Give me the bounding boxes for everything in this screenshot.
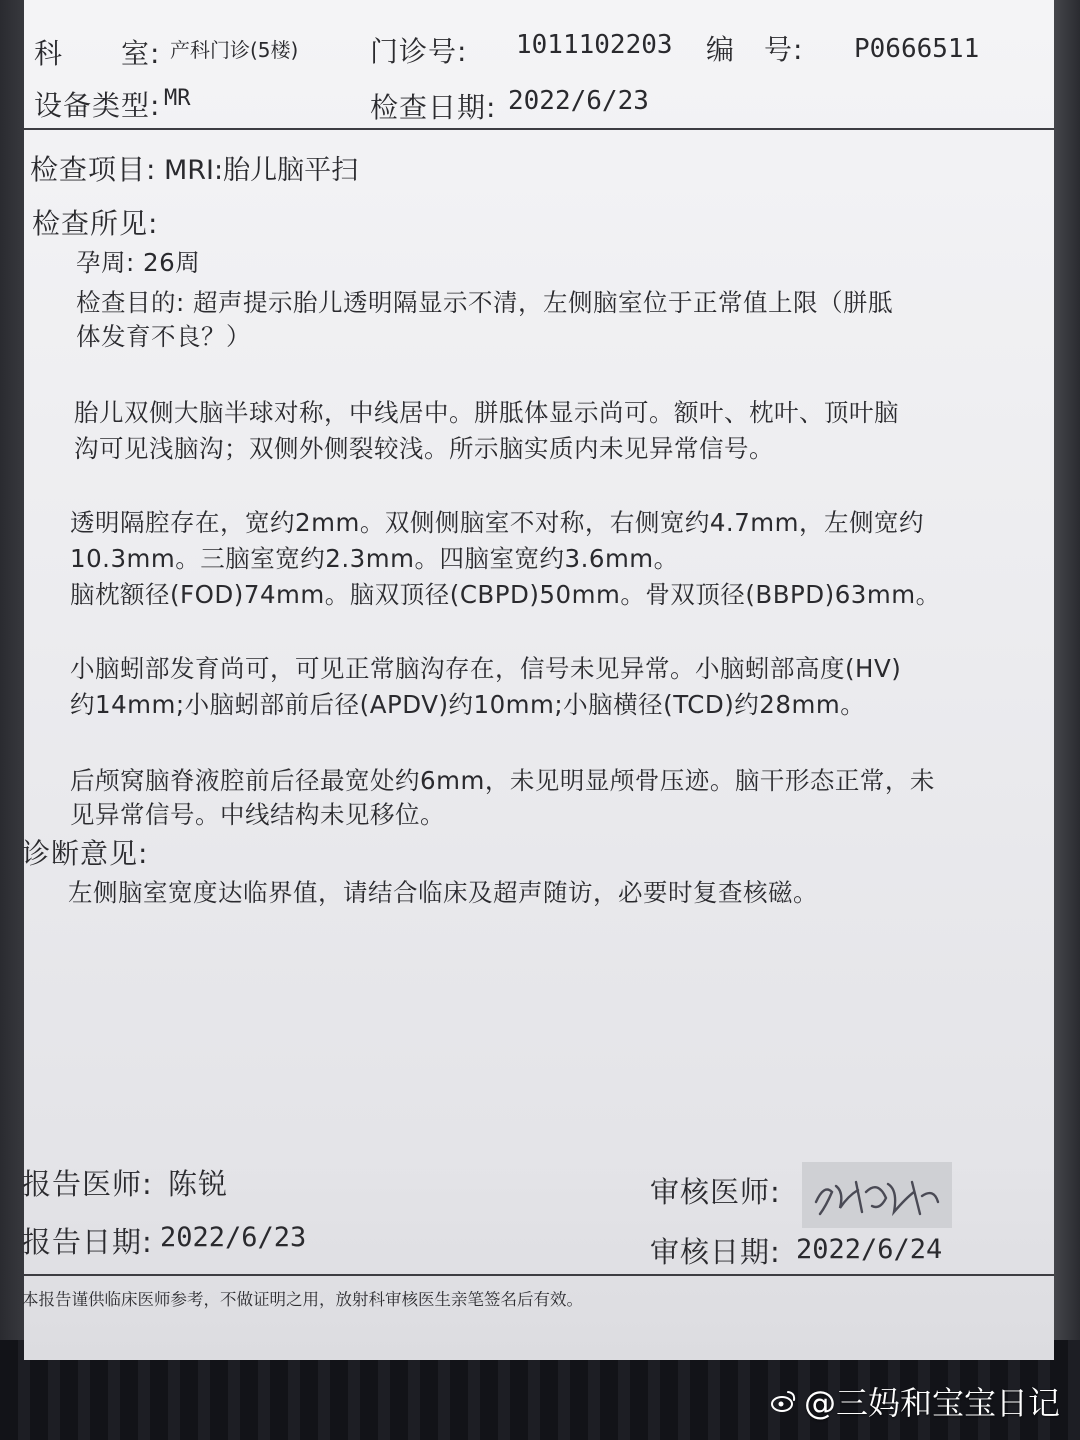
finding-line: 后颅窝脑脊液腔前后径最宽处约6mm，未见明显颅骨压迹。脑干形态正常，未 (70, 766, 935, 795)
review-signature (802, 1162, 952, 1228)
watermark (770, 1378, 1060, 1424)
serial-label: 编 号: (706, 33, 804, 66)
footer-divider (24, 1274, 1054, 1276)
exam-date-label: 检查日期: (370, 91, 497, 124)
report-date-label: 报告日期: (22, 1225, 153, 1259)
finding-line: 脑枕额径(FOD)74mm。脑双顶径(CBPD)50mm。骨双顶径(BBPD)63mm。 (70, 580, 941, 609)
review-date-label: 审核日期: (650, 1235, 781, 1269)
exam-item-label: 检查项目: (30, 153, 157, 186)
findings-heading: 检查所见: (32, 207, 159, 240)
finding-line: 小脑蚓部发育尚可，可见正常脑沟存在，信号未见异常。小脑蚓部高度(HV) (70, 654, 902, 683)
review-date-value: 2022/6/24 (796, 1234, 943, 1265)
review-doctor-label: 审核医师: (650, 1175, 781, 1209)
exam-item-value: MRI:胎儿脑平扫 (164, 155, 359, 186)
finding-line: 见异常信号。中线结构未见移位。 (70, 800, 445, 829)
diagnosis-heading: 诊断意见: (22, 837, 149, 870)
serial-value: P0666511 (854, 34, 980, 64)
dept-value: 产科门诊(5楼) (170, 38, 299, 62)
report-doctor-label: 报告医师: (22, 1167, 153, 1201)
clinic-no-label: 门诊号: (370, 35, 468, 68)
report-paper (24, 0, 1054, 1360)
weibo-icon (770, 1387, 798, 1415)
watermark-text: @三妈和宝宝日记 (803, 1384, 1060, 1422)
dept-label: 科 室: (34, 37, 161, 70)
finding-line: 透明隔腔存在，宽约2mm。双侧侧脑室不对称，右侧宽约4.7mm，左侧宽约 (70, 508, 925, 537)
diagnosis-text: 左侧脑室宽度达临界值，请结合临床及超声随访，必要时复查核磁。 (68, 878, 818, 907)
report-doctor-value: 陈锐 (168, 1167, 229, 1201)
header-divider (24, 128, 1054, 130)
cropped-top-row (34, 0, 43, 17)
exam-date-value: 2022/6/23 (508, 86, 649, 116)
finding-line: 约14mm;小脑蚓部前后径(APDV)约10mm;小脑横径(TCD)约28mm。 (70, 690, 866, 719)
report-date-value: 2022/6/23 (160, 1222, 307, 1253)
device-label: 设备类型: (34, 89, 161, 122)
finding-line: 孕周: 26周 (76, 248, 201, 277)
background-right-edge (1054, 0, 1080, 1440)
finding-line: 沟可见浅脑沟；双侧外侧裂较浅。所示脑实质内未见异常信号。 (74, 434, 774, 463)
signature-scribble (802, 1162, 952, 1228)
finding-line: 体发育不良？） (76, 322, 251, 351)
finding-line: 10.3mm。三脑室宽约2.3mm。四脑室宽约3.6mm。 (70, 544, 679, 573)
disclaimer: 本报告谨供临床医师参考，不做证明之用，放射科审核医生亲笔签名后有效。 (22, 1290, 583, 1309)
clinic-no-value: 1011102203 (516, 30, 673, 60)
device-value: MR (164, 86, 191, 111)
finding-line: 胎儿双侧大脑半球对称，中线居中。胼胝体显示尚可。额叶、枕叶、顶叶脑 (74, 398, 899, 427)
finding-line: 检查目的: 超声提示胎儿透明隔显示不清，左侧脑室位于正常值上限（胼胝 (76, 288, 894, 317)
